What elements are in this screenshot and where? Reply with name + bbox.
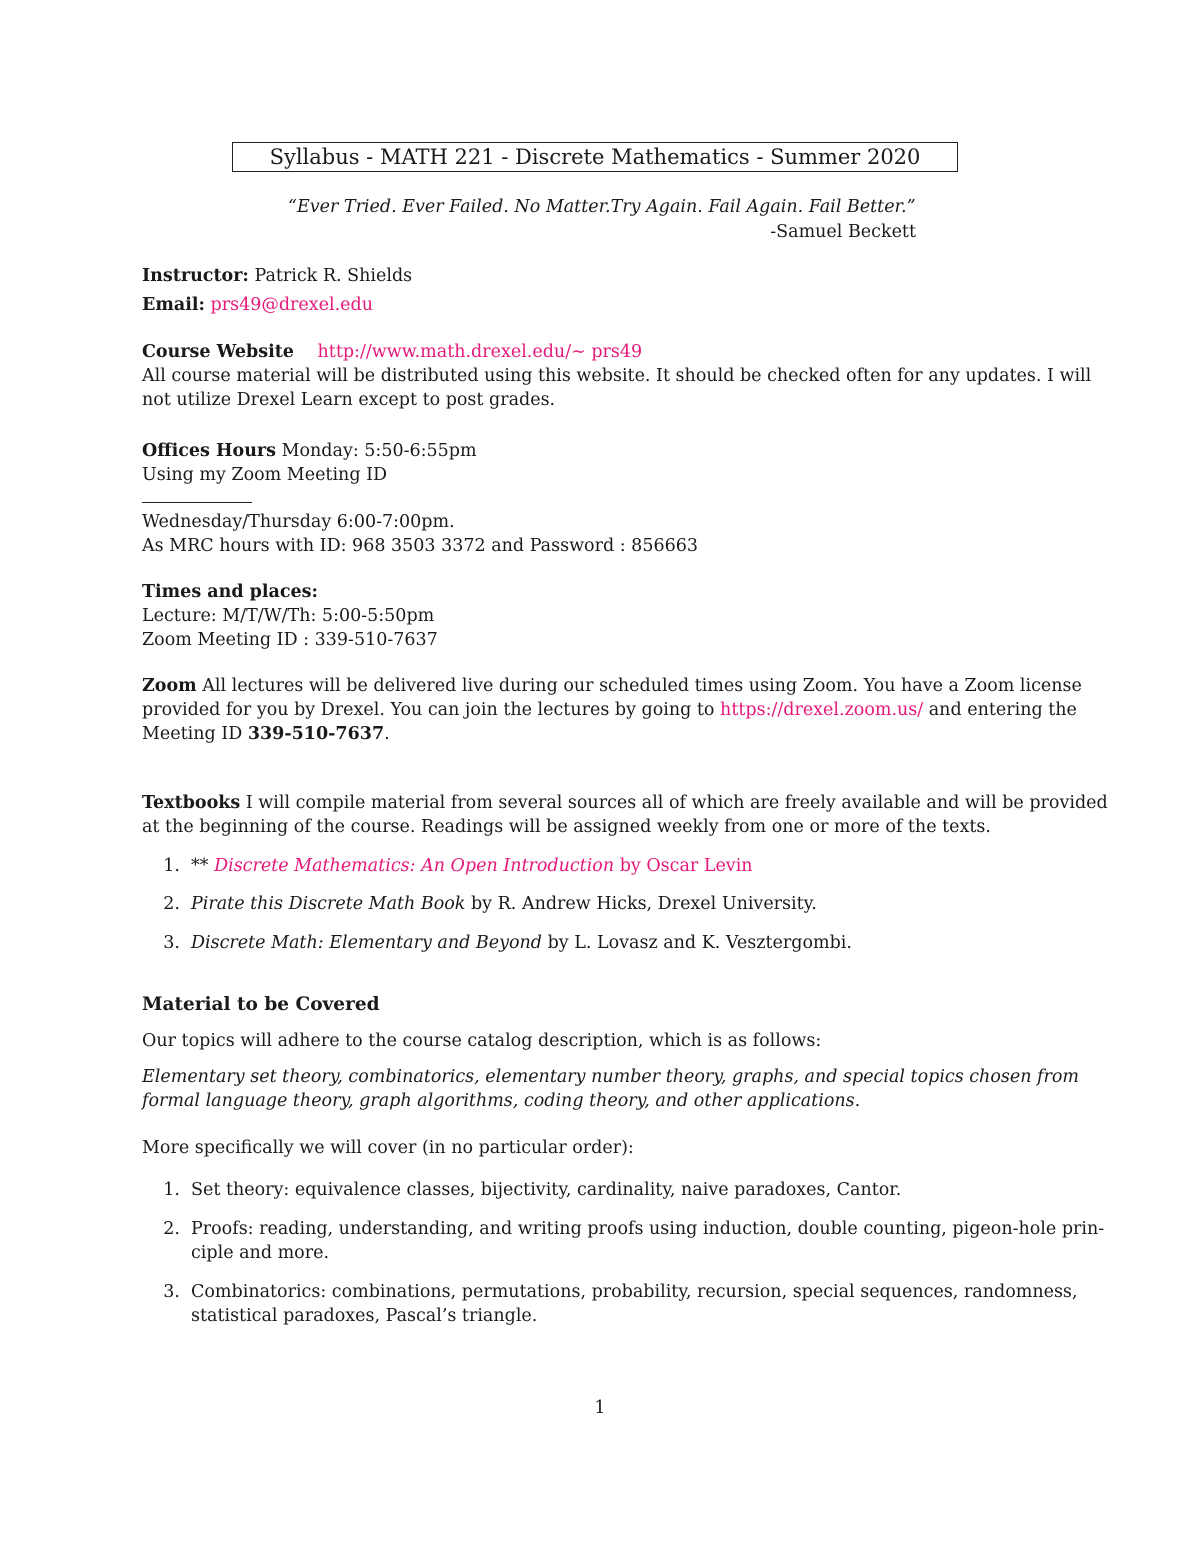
office-hours-time: Monday: 5:50-6:55pm <box>281 441 477 461</box>
topic-item-line-2: ciple and more. <box>191 1243 330 1263</box>
divider <box>142 502 252 503</box>
topic-num: 2. <box>163 1219 180 1239</box>
material-heading: Material to be Covered <box>142 994 380 1015</box>
course-website-desc-1: All course material will be distributed using this website. It should be checked often for any updates. I will <box>142 366 1092 386</box>
office-hours-mrc: As MRC hours with ID: 968 3503 3372 and Password : 856663 <box>142 536 698 556</box>
textbook-item <box>191 892 1060 916</box>
zoom-desc-3: Meeting ID <box>142 724 243 744</box>
office-hours-wed-thu: Wednesday/Thursday 6:00-7:00pm. <box>142 512 455 532</box>
topic-item-line-1: Proofs: reading, understanding, and writing proofs using induction, double counting, pigeon-hole prin- <box>191 1219 1105 1239</box>
zoom-meeting-id: Zoom Meeting ID : 339-510-7637 <box>142 630 438 650</box>
page-title: Syllabus - MATH 221 - Discrete Mathematics - Summer 2020 <box>232 142 958 172</box>
quote-author: -Samuel Beckett <box>770 222 916 242</box>
textbook-item[interactable] <box>191 854 1060 878</box>
zoom-desc-2: provided for you by Drexel. You can join the lectures by going to <box>142 700 715 720</box>
zoom-meeting-id-bold: 339-510-7637 <box>247 724 385 744</box>
course-website-label: Course Website <box>142 342 294 362</box>
topic-item-line-1: Combinatorics: combinations, permutations, probability, recursion, special sequences, randomness, <box>191 1282 1078 1302</box>
textbook-num: 1. <box>163 856 180 876</box>
instructor-line <box>142 264 1060 288</box>
email-line <box>142 293 1060 317</box>
textbook-title: Discrete Math: Elementary and Beyond <box>191 933 543 953</box>
textbook-title: Pirate this Discrete Math Book <box>191 894 466 914</box>
catalog-description-1: Elementary set theory, combinatorics, elementary number theory, graphs, and special topics chosen from <box>142 1067 1080 1087</box>
times-places-label: Times and places: <box>142 582 318 602</box>
textbook-num: 2. <box>163 894 180 914</box>
textbooks-desc-1: I will compile material from several sources all of which are freely available and will be provided <box>245 793 1108 813</box>
email-label: Email: <box>142 295 205 315</box>
zoom-line-1 <box>142 674 1082 698</box>
zoom-desc-2-end: and entering the <box>928 700 1077 720</box>
textbook-author: by R. Andrew Hicks, Drexel University. <box>470 894 817 914</box>
lecture-times: Lecture: M/T/W/Th: 5:00-5:50pm <box>142 606 435 626</box>
course-website-desc-2: not utilize Drexel Learn except to post grades. <box>142 390 556 410</box>
instructor-name: Patrick R. Shields <box>254 266 413 286</box>
textbook-title-link[interactable]: Discrete Mathematics: An Open Introduction <box>214 856 615 876</box>
textbook-prefix: ** <box>191 856 209 876</box>
office-hours-zoom: Using my Zoom Meeting ID <box>142 465 388 485</box>
zoom-desc-3-end: . <box>384 724 390 744</box>
topic-num: 1. <box>163 1180 180 1200</box>
office-hours-line <box>142 439 1060 463</box>
page-number: 1 <box>594 1398 606 1418</box>
material-more: More specifically we will cover (in no particular order): <box>142 1138 634 1158</box>
textbook-num: 3. <box>163 933 180 953</box>
textbook-author-link[interactable]: by Oscar Levin <box>619 856 753 876</box>
textbooks-line-2: at the beginning of the course. Readings will be assigned weekly from one or more of the texts. <box>142 817 991 837</box>
zoom-line-3 <box>142 722 1060 746</box>
zoom-url-link[interactable]: https://drexel.zoom.us/ <box>720 700 924 720</box>
textbook-item <box>191 931 1060 955</box>
zoom-label: Zoom <box>142 676 197 696</box>
zoom-desc-1: All lectures will be delivered live during our scheduled times using Zoom. You have a Zoom license <box>202 676 1082 696</box>
course-website-link[interactable]: http://www.math.drexel.edu/∼ prs49 <box>317 342 643 362</box>
office-hours-label: Offices Hours <box>142 441 276 461</box>
topic-item-line-2: statistical paradoxes, Pascal’s triangle. <box>191 1306 538 1326</box>
material-intro: Our topics will adhere to the course catalog description, which is as follows: <box>142 1031 822 1051</box>
times-places-heading <box>142 580 1060 604</box>
catalog-description-2: formal language theory, graph algorithms, coding theory, and other applications. <box>142 1091 861 1111</box>
textbook-author: by L. Lovasz and K. Vesztergombi. <box>547 933 852 953</box>
textbooks-line-1 <box>142 791 1108 815</box>
course-website-line <box>142 340 1060 364</box>
zoom-line-2 <box>142 698 1077 722</box>
topic-num: 3. <box>163 1282 180 1302</box>
quote-text: “Ever Tried. Ever Failed. No Matter.Try Again. Fail Again. Fail Better.” <box>288 197 916 217</box>
email-link[interactable]: prs49@drexel.edu <box>210 295 373 315</box>
topic-item: Set theory: equivalence classes, bijectivity, cardinality, naive paradoxes, Cantor. <box>191 1180 902 1200</box>
textbooks-label: Textbooks <box>142 793 241 813</box>
instructor-label: Instructor: <box>142 266 249 286</box>
